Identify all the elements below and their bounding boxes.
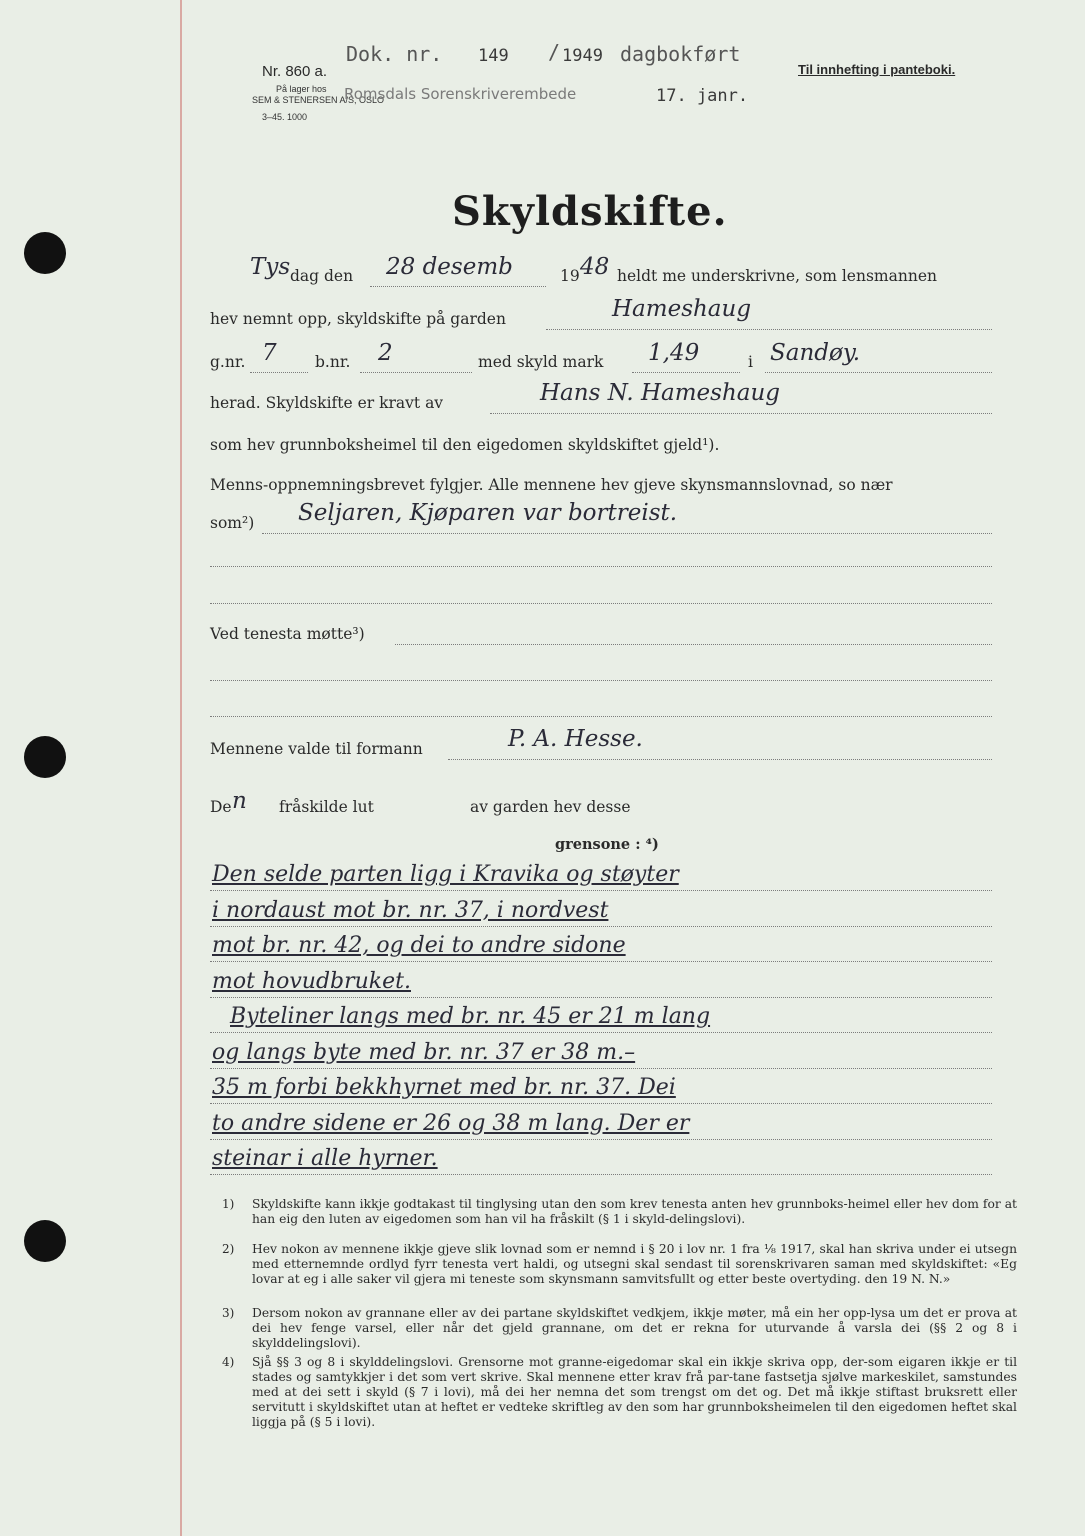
page-title: Skyldskifte. (452, 188, 728, 235)
stamp-dok-label: Dok. nr. (346, 42, 443, 66)
fill-line (448, 759, 992, 760)
grensone-heading: grensone : ⁴) (555, 836, 659, 853)
grunnbok-text: som hev grunnboksheimel til den eigedomen skyldskiftet gjeld¹). (210, 436, 720, 454)
til-innhefting-label: Til innhefting i panteboki. (798, 62, 956, 77)
i-label: i (748, 353, 753, 371)
boundary-line: og langs byte med br. nr. 37 er 38 m.– (212, 1039, 636, 1065)
som-label: som²) (210, 514, 255, 532)
fill-line (765, 372, 992, 373)
stamp-slash: / (548, 40, 561, 64)
boundary-line: i nordaust mot br. nr. 37, i nordvest (212, 897, 609, 923)
boundary-line: Byteliner langs med br. nr. 45 er 21 m lang (230, 1004, 711, 1029)
fill-line (360, 372, 472, 373)
fill-line (210, 680, 992, 681)
ved-tenesta-label: Ved tenesta møtte³) (210, 625, 365, 643)
fill-line (632, 372, 740, 373)
den-label: De (210, 798, 232, 816)
boundary-fill-line (210, 1103, 992, 1104)
stamp-year: 1949 (562, 46, 603, 66)
footnote-number: 2) (222, 1242, 235, 1256)
herad-label: herad. Skyldskifte er kravt av (210, 394, 444, 412)
boundary-fill-line (210, 1068, 992, 1069)
stamp-doc-number: 149 (478, 46, 509, 66)
punch-hole (24, 232, 66, 274)
som-handwritten: Seljaren, Kjøparen var bortreist. (298, 500, 678, 526)
boundary-fill-line (210, 1032, 992, 1033)
stamp-office: Romsdals Sorenskriverembede (344, 85, 577, 103)
fill-line (210, 716, 992, 717)
dag-den-label: dag den (290, 267, 354, 285)
footnote-number: 1) (222, 1197, 235, 1211)
gnr-handwritten: 7 (262, 340, 277, 366)
fill-line (250, 372, 308, 373)
boundary-line: Den selde parten ligg i Kravika og støyter (212, 862, 679, 887)
fill-line (210, 603, 992, 604)
boundary-fill-line (210, 1174, 992, 1175)
footnote-number: 4) (222, 1355, 235, 1369)
form-number: Nr. 860 a. (262, 63, 328, 80)
boundary-fill-line (210, 890, 992, 891)
formann-handwritten: P. A. Hesse. (508, 726, 643, 752)
den-handwritten: n (232, 788, 247, 814)
menns-text: Menns-oppnemningsbrevet fylgjer. Alle mennene hev gjeve skynsmannslovnad, so nær (210, 476, 893, 494)
farm-name-handwritten: Hameshaug (612, 296, 752, 322)
boundary-fill-line (210, 1139, 992, 1140)
year-handwritten: 48 (580, 254, 610, 280)
fill-line (262, 533, 992, 534)
footnote-text: Skyldskifte kann ikkje godtakast til tinglysing utan den som krev tenesta anten hev grunnboks-heimel eller hev dom for at han eig den luten av eigedomen som han vil ha fråskilt (§ 1 i skyld-delingslovi). (252, 1197, 1017, 1226)
herad-handwritten: Sandøy. (770, 340, 861, 366)
boundary-fill-line (210, 926, 992, 927)
footnote-text: Hev nokon av mennene ikkje gjeve slik lovnad som er nemnd i § 20 i lov nr. 1 fra ⅛ 1917, skal han skriva under ei utsegn med etternemnde ordlyd fyrr tenesta vert haldi, og utsegni skal sendast til sorenskrivaren saman med skyldskiftet: «Eg lovar at eg i alle saker vil gjera mi teneste som skynsmann samvitsfullt og etter beste overtyding. den 19 N. N.» (252, 1242, 1017, 1286)
fill-line (370, 286, 546, 287)
footnote-number: 3) (222, 1306, 235, 1320)
printer-line-2: SEM & STENERSEN A/S, OSLO (252, 95, 385, 105)
footnote-text: Dersom nokon av grannane eller av dei partane skyldskiftet vedkjem, ikkje møter, må ein her opp-lysa um det er prova at dei hev fenge varsel, eller når det gjeld grannane, om det er rekna for uturvande å varsla dei (§§ 2 og 8 i skylddelingslovi). (252, 1306, 1017, 1350)
date-handwritten: 28 desemb (386, 254, 513, 280)
fill-line (490, 413, 992, 414)
printer-line-3: 3–45. 1000 (262, 112, 308, 122)
bnr-label: b.nr. (315, 353, 351, 371)
stamp-dagbokfort: dagbokført (620, 42, 741, 66)
boundary-fill-line (210, 961, 992, 962)
skyld-handwritten: 1,49 (648, 340, 700, 366)
footnote-text: Sjå §§ 3 og 8 i skylddelingslovi. Grensorne mot granne-eigedomar skal ein ikkje skriva opp, der-som eigaren ikkje er til stades og samtykkjer i det som vert skrive. Skal mennene etter krav frå par-tane fastsetja sjølve markeskilet, samstundes med at dei sett i skyld (§ 7 i lovi), må dei her nemna det som trengst om det og. Det må ikkje stiftast bruksrett eller servitutt i skyldskiftet utan at heftet er vedteke skriftleg av den som har grunnboksheimelen til den eigedomen heftet skal liggja på (§ 5 i lovi). (252, 1355, 1017, 1429)
boundary-line: mot br. nr. 42, og dei to andre sidone (212, 933, 626, 958)
margin-line (180, 0, 182, 1536)
hev-nemnt-label: hev nemnt opp, skyldskifte på garden (210, 310, 506, 328)
intro-rest: heldt me underskrivne, som lensmannen (617, 267, 937, 285)
punch-hole (24, 736, 66, 778)
fill-line (395, 644, 992, 645)
gnr-label: g.nr. (210, 353, 246, 371)
requester-handwritten: Hans N. Hameshaug (540, 380, 781, 406)
fill-line (210, 566, 992, 567)
punch-hole (24, 1220, 66, 1262)
boundary-line: 35 m forbi bekkhyrnet med br. nr. 37. Dei (212, 1075, 676, 1100)
year-prefix: 19 (560, 267, 580, 285)
boundary-line: mot hovudbruket. (212, 968, 411, 994)
stamp-date: 17. janr. (656, 86, 749, 106)
boundary-fill-line (210, 997, 992, 998)
skyld-label: med skyld mark (478, 353, 604, 371)
av-garden-label: av garden hev desse (470, 798, 631, 816)
weekday-handwritten: Tys (250, 254, 291, 280)
fill-line (546, 329, 992, 330)
boundary-line: to andre sidene er 26 og 38 m lang. Der er (212, 1110, 690, 1136)
formann-label: Mennene valde til formann (210, 740, 423, 758)
bnr-handwritten: 2 (378, 340, 393, 366)
boundary-line: steinar i alle hyrner. (212, 1146, 438, 1171)
fraskilde-label: fråskilde lut (279, 798, 374, 816)
printer-line-1: På lager hos (276, 84, 327, 94)
